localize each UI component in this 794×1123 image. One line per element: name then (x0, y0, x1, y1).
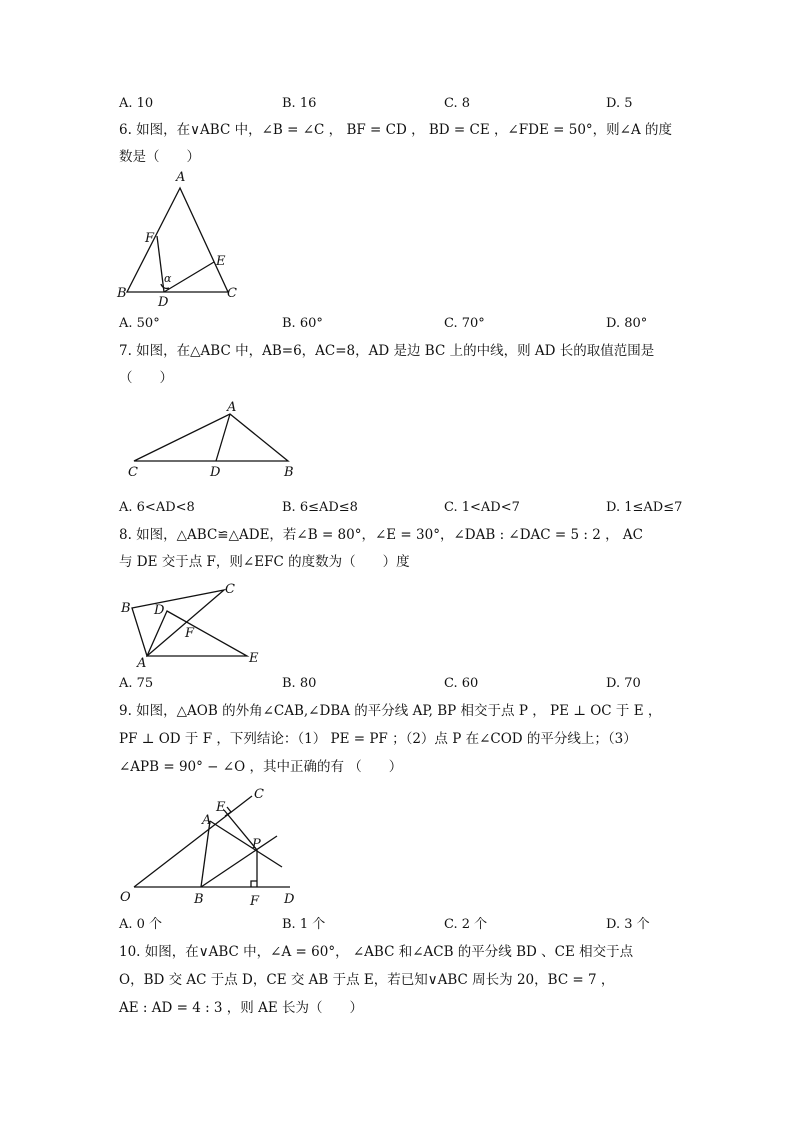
q5-option-b: B. 16 (282, 96, 317, 111)
q6-option-c: C. 70° (444, 316, 485, 331)
q6-label-d: D (158, 295, 169, 310)
q6-label-c: C (227, 286, 237, 301)
q9-option-a: A. 0 个 (119, 917, 163, 932)
q9-label-e: E (216, 800, 226, 815)
q7-option-c: C. 1<AD<7 (444, 500, 520, 515)
q8-stem-line1: 8. 如图，△ABC≌△ADE，若∠B = 80°，∠E = 30°，∠DAB : ∠DAC = 5 : 2 ， AC (119, 527, 643, 543)
q8-option-b: B. 80 (282, 676, 317, 691)
q8-option-c: C. 60 (444, 676, 479, 691)
q8-label-a: A (137, 656, 147, 671)
q7-median-ad (216, 414, 230, 461)
q8-label-e: E (249, 651, 259, 666)
q9-figure (112, 784, 302, 910)
q8-label-c: C (225, 582, 235, 597)
q7-label-b: B (284, 465, 294, 480)
q6-segment-fd (157, 236, 164, 292)
q9-bisector-bp (201, 836, 277, 887)
q9-label-b: B (194, 892, 204, 907)
q6-label-a: A (176, 170, 186, 185)
q7-figure (118, 398, 308, 484)
q7-label-d: D (210, 465, 221, 480)
q7-label-c: C (128, 465, 138, 480)
q6-option-b: B. 60° (282, 316, 323, 331)
q9-stem-line2: PF ⊥ OD 于 F ，下列结论：（1） PE = PF ；（2）点 P 在∠COD 的平分线上；（3） (119, 731, 637, 747)
q10-stem-line2: O，BD 交 AC 于点 D，CE 交 AB 于点 E，若已知∨ABC 周长为 20，BC = 7 ， (119, 972, 615, 988)
q6-segment-de (164, 262, 214, 292)
q8-figure (112, 578, 272, 670)
q7-triangle-abc (134, 414, 288, 461)
q9-label-p: P (252, 837, 261, 852)
q6-option-d: D. 80° (606, 316, 648, 331)
q8-option-a: A. 75 (119, 676, 154, 691)
q8-stem-line2: 与 DE 交于点 F，则∠EFC 的度数为（ ）度 (119, 554, 410, 570)
q8-label-f: F (185, 626, 195, 641)
q6-figure (110, 170, 250, 310)
q7-label-a: A (227, 400, 237, 415)
q8-triangle-abc (132, 590, 224, 656)
q9-option-d: D. 3 个 (606, 917, 650, 932)
q9-option-c: C. 2 个 (444, 917, 488, 932)
q6-label-f: F (145, 231, 155, 246)
q6-triangle-abc (127, 188, 228, 292)
q9-label-f: F (250, 894, 260, 909)
q9-bisector-ap (210, 821, 282, 867)
q8-label-b: B (121, 601, 131, 616)
q9-label-d: D (284, 892, 295, 907)
q7-option-b: B. 6≤AD≤8 (282, 500, 358, 515)
q5-option-c: C. 8 (444, 96, 471, 111)
q9-label-o: O (120, 890, 131, 905)
q7-stem-line1: 7. 如图，在△ABC 中，AB=6，AC=8，AD 是边 BC 上的中线，则 AD 长的取值范围是 (119, 343, 655, 359)
q7-option-d: D. 1≤AD≤7 (606, 500, 683, 515)
q6-label-e: E (216, 254, 226, 269)
q5-option-a: A. 10 (119, 96, 154, 111)
q9-stem-line1: 9. 如图，△AOB 的外角∠CAB,∠DBA 的平分线 AP, BP 相交于点 P ， PE ⊥ OC 于 E ， (119, 703, 662, 719)
q9-option-b: B. 1 个 (282, 917, 326, 932)
q10-stem-line3: AE : AD = 4 : 3 ，则 AE 长为（ ） (119, 1000, 363, 1016)
q6-label-alpha: α (164, 272, 172, 285)
q9-label-a: A (202, 813, 212, 828)
q9-ray-oc (134, 796, 252, 887)
q10-stem-line1: 10. 如图，在∨ABC 中，∠A = 60°， ∠ABC 和∠ACB 的平分线 BD 、CE 相交于点 (119, 944, 634, 960)
q8-option-d: D. 70 (606, 676, 641, 691)
q9-right-angle-f (251, 881, 257, 887)
q7-stem-line2: （ ） (119, 370, 173, 386)
q9-label-c: C (254, 787, 264, 802)
q9-segment-ab (201, 821, 210, 887)
q6-stem-line2: 数是（ ） (119, 149, 200, 165)
q8-label-d: D (154, 603, 165, 618)
q6-option-a: A. 50° (119, 316, 160, 331)
q7-option-a: A. 6<AD<8 (119, 500, 195, 515)
q6-stem-line1: 6. 如图，在∨ABC 中，∠B = ∠C ， BF = CD ， BD = CE ，∠FDE = 50°，则∠A 的度 (119, 122, 673, 138)
q9-stem-line3: ∠APB = 90° − ∠O ，其中正确的有 （ ） (119, 759, 403, 775)
q5-option-d: D. 5 (606, 96, 633, 111)
q6-label-b: B (117, 286, 127, 301)
